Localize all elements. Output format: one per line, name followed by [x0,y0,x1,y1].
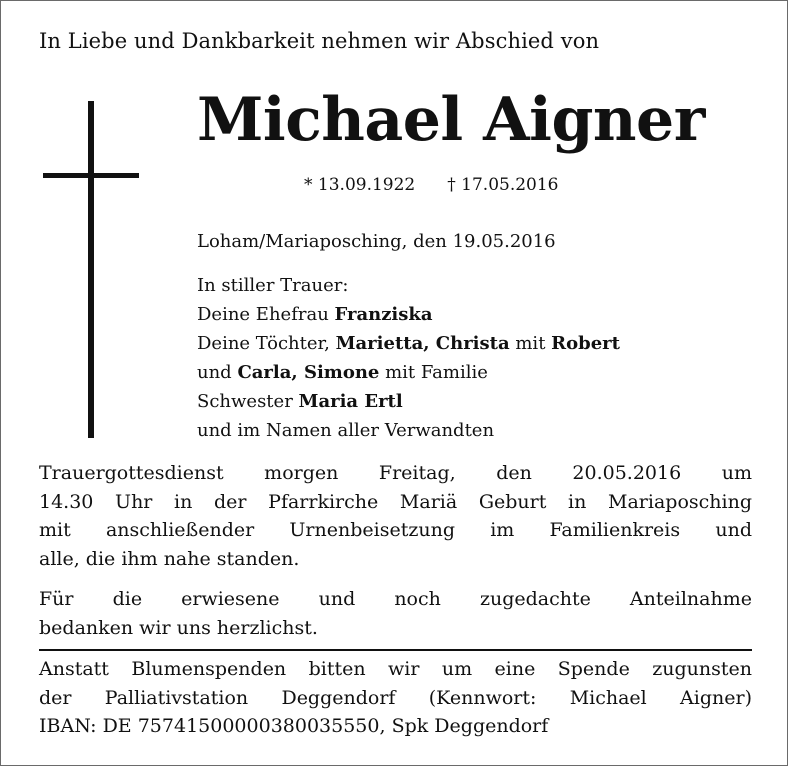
thanks-text: Für die erwiesene und noch zugedachte Anteilnahme bedanken wir uns herzlichst. [39,588,752,639]
mourner-line-daughters: Deine Töchter, Marietta, Christa mit Robert [197,333,620,354]
funeral-service-text: Trauergottesdienst morgen Freitag, den 20.05.2016 um 14.30 Uhr in der Pfarrkirche Mariä Geburt in Mariaposching mit anschließender Urnenbeisetzung im Familienkreis und alle, die ihm nahe standen. [39,462,752,570]
death-date: † 17.05.2016 [447,175,559,195]
mourner-line-relatives: und im Namen aller Verwandten [197,420,495,441]
place-and-date: Loham/Mariaposching, den 19.05.2016 [197,231,556,252]
mourner-line-sister: Schwester Maria Ertl [197,391,403,412]
intro-text: In Liebe und Dankbarkeit nehmen wir Abschied von [39,29,600,53]
birth-date: * 13.09.1922 [304,175,416,195]
mourner-line-spouse: Deine Ehefrau Franziska [197,304,433,325]
donation-text: Anstatt Blumenspenden bitten wir um eine Spende zugunsten der Palliativstation Deggendorf (Kennwort: Michael Aigner) IBAN: DE 75741500000380035550, Spk Deggendorf [39,658,752,737]
cross-symbol-horizontal [43,173,139,178]
mourners-heading: In stiller Trauer: [197,275,349,296]
life-dates [304,175,559,195]
divider [39,649,752,651]
deceased-name: Michael Aigner [197,85,705,155]
mourner-line-daughters-cont: und Carla, Simone mit Familie [197,362,488,383]
mourners-list [197,271,620,445]
cross-symbol-vertical [88,101,94,438]
